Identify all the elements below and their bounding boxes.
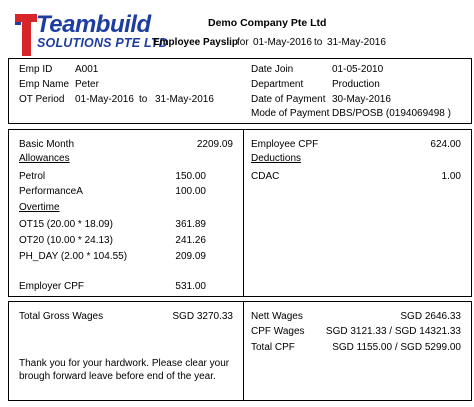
ot-period-end: 31-May-2016 [155, 94, 214, 105]
note-line-1: Thank you for your hardwork. Please clear your [19, 358, 230, 369]
nett-wages-value: SGD 2646.33 [400, 311, 461, 322]
gross-wages-value: SGD 3270.33 [172, 311, 233, 322]
emp-id-label: Emp ID [19, 64, 53, 75]
phday-label: PH_DAY (2.00 * 104.55) [19, 251, 128, 262]
ot20-label: OT20 (10.00 * 24.13) [19, 235, 113, 246]
employer-cpf-value: 531.00 [175, 281, 206, 292]
ot15-label: OT15 (20.00 * 18.09) [19, 219, 113, 230]
ot15-value: 361.89 [175, 219, 206, 230]
overtime-heading: Overtime [19, 202, 60, 213]
petrol-label: Petrol [19, 171, 46, 182]
payslip-title: Employee Payslip [153, 37, 239, 48]
employee-cpf-label: Employee CPF [251, 139, 319, 150]
totals-column-divider [243, 301, 244, 401]
performance-label: PerformanceA [19, 186, 83, 197]
ot-period-to: to [139, 94, 148, 105]
date-payment-label: Date of Payment [251, 94, 326, 105]
ot-period-start: 01-May-2016 [75, 94, 134, 105]
payslip-title-line [153, 37, 238, 48]
logo-subtitle: SOLUTIONS PTE LTD [37, 36, 168, 50]
performance-value: 100.00 [175, 186, 206, 197]
basic-month-value: 2209.09 [196, 139, 233, 150]
ot20-value: 241.26 [175, 235, 206, 246]
note-line-2: brough forward leave before end of the year. [19, 371, 216, 382]
column-divider [243, 129, 244, 297]
mode-payment-label: Mode of Payment [251, 108, 330, 119]
ot-period-label: OT Period [19, 94, 65, 105]
logo-wordmark: Teambuild [36, 11, 151, 38]
emp-id-value: A001 [75, 64, 99, 75]
employer-cpf-label: Employer CPF [19, 281, 85, 292]
department-label: Department [251, 79, 304, 90]
total-cpf-value: SGD 1155.00 / SGD 5299.00 [332, 342, 461, 353]
cpf-wages-value: SGD 3121.33 / SGD 14321.33 [325, 326, 461, 337]
company-name: Demo Company Pte Ltd [208, 17, 327, 29]
basic-month-label: Basic Month [19, 139, 75, 150]
date-payment-value: 30-May-2016 [332, 94, 391, 105]
cpf-wages-label: CPF Wages [251, 326, 305, 337]
period-for-label: for [237, 37, 249, 48]
mode-payment-value: DBS/POSB (0194069498 ) [332, 108, 451, 119]
employee-cpf-value: 624.00 [430, 139, 461, 150]
date-join-value: 01-05-2010 [332, 64, 384, 75]
department-value: Production [332, 79, 380, 90]
gross-wages-label: Total Gross Wages [19, 311, 104, 322]
period-end: 31-May-2016 [327, 37, 386, 48]
cdac-label: CDAC [251, 171, 280, 182]
earnings-deductions-box [8, 129, 472, 297]
petrol-value: 150.00 [175, 171, 206, 182]
deductions-heading: Deductions [251, 153, 302, 164]
nett-wages-label: Nett Wages [251, 311, 303, 322]
cdac-value: 1.00 [441, 171, 461, 182]
logo-t-mark-icon [15, 14, 37, 56]
phday-value: 209.09 [175, 251, 206, 262]
allowances-heading: Allowances [19, 153, 70, 164]
date-join-label: Date Join [251, 64, 294, 75]
period-start: 01-May-2016 [253, 37, 312, 48]
emp-name-label: Emp Name [19, 79, 70, 90]
period-to-label: to [314, 37, 323, 48]
emp-name-value: Peter [75, 79, 99, 90]
total-cpf-label: Total CPF [251, 342, 295, 353]
